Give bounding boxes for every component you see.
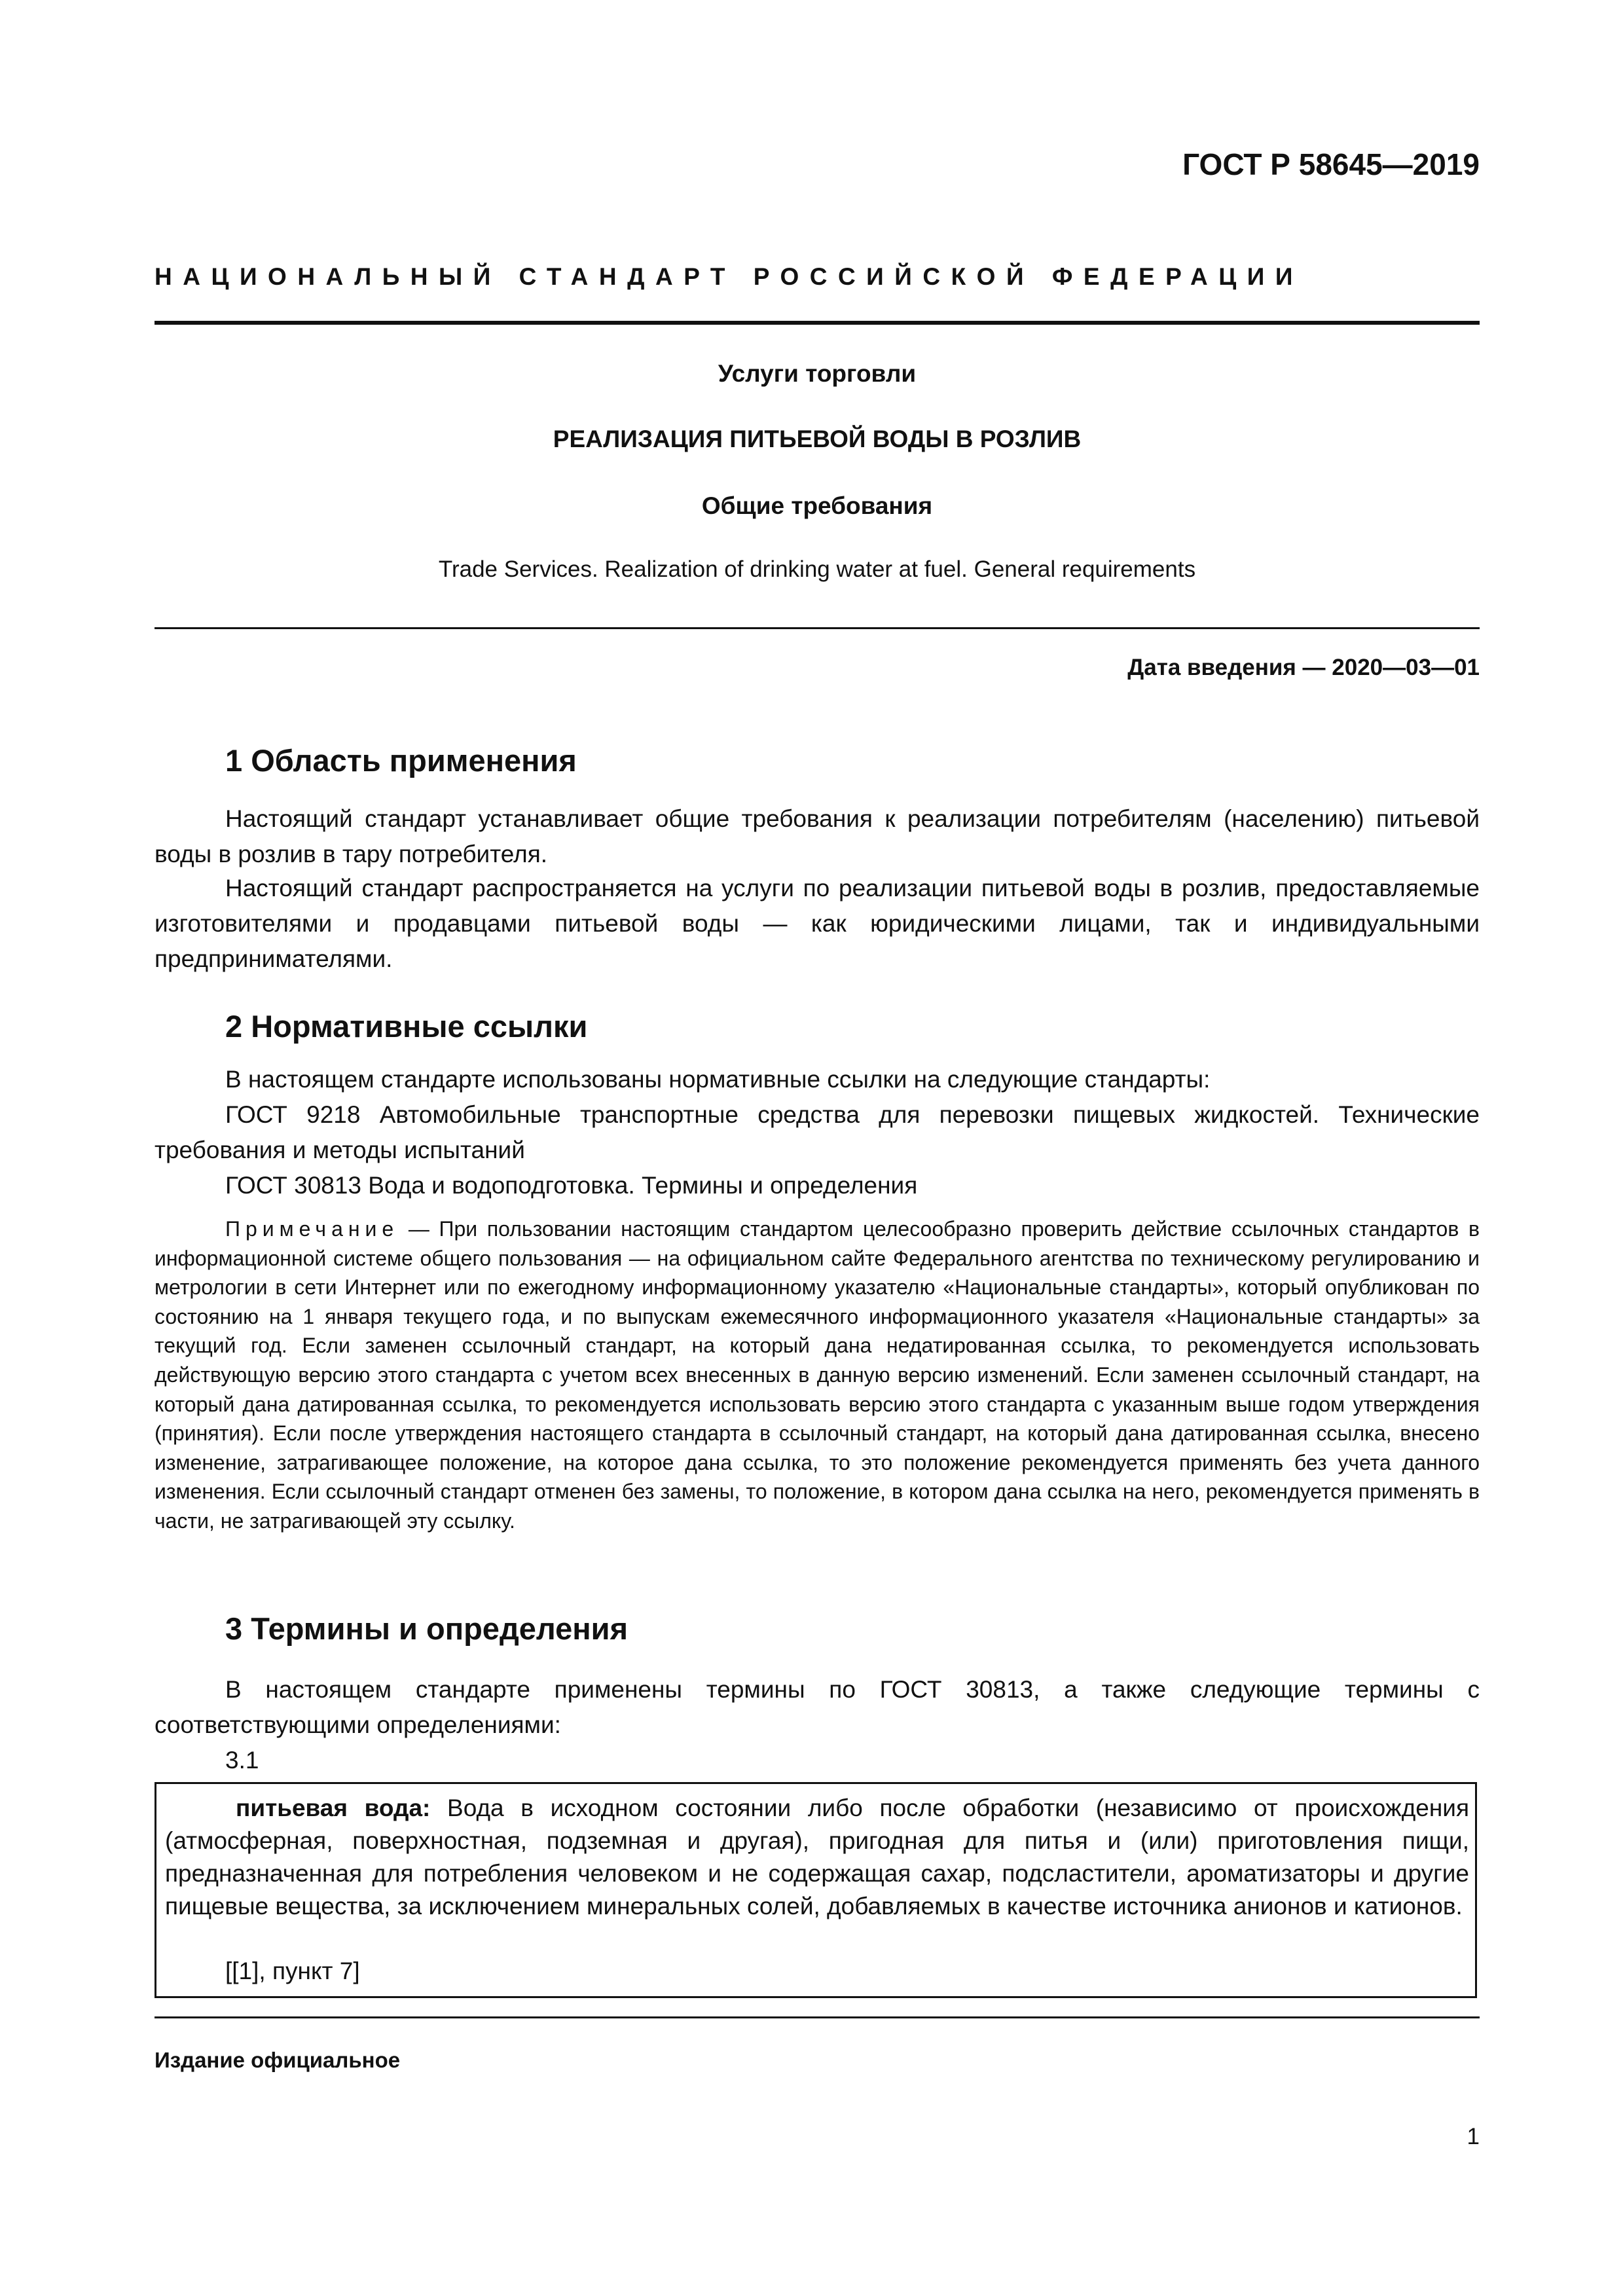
document-code: ГОСТ Р 58645—2019 [1182,147,1480,181]
term-definition-text: Вода в исходном состоянии либо после обработки (независимо от происхождения (атмосферная, поверхностная, подземная и другая), пригодная для питья и (или) приготовления пищи, предназначенная для потребления человеком и не содержащая сахар, подсластители, ароматизаторы и другие пищевые вещества, за исключением минеральных солей, добавляемых в качестве источника анионов и катионов. [165,1795,1469,1920]
footer-divider [155,2016,1480,2018]
title-english: Trade Services. Realization of drinking water at fuel. General requirements [438,556,1196,582]
reference-note [155,1214,1480,1536]
note-label: Примечание [225,1217,399,1241]
title-divider [155,627,1480,629]
term-source: [[1], пункт 7] [225,1958,360,1984]
reference-item: ГОСТ 9218 Автомобильные транспортные средства для перевозки пищевых жидкостей. Технические требования и методы испытаний [155,1101,1480,1163]
reference-item: ГОСТ 30813 Вода и водоподготовка. Термины и определения [225,1172,918,1199]
section-3-intro: В настоящем стандарте применены термины по ГОСТ 30813, а также следующие термины с соответствующими определениями: [155,1676,1480,1738]
section-1-paragraph: Настоящий стандарт распространяется на услуги по реализации питьевой воды в розлив, предоставляемые изготовителями и продавцами питьевой воды — как юридическими лицами, так и индивидуальными предпринимателями. [155,875,1480,972]
section-2-heading: 2 Нормативные ссылки [225,1009,588,1044]
note-text: — При пользовании настоящим стандартом целесообразно проверить действие ссылочных стандартов в информационной системе общего пользования — на официальном сайте Федерального агентства по техническому регулированию и метрологии в сети Интернет или по ежегодному информационному указателю «Национальные стандарты», который опубликован по состоянию на 1 января текущего года, и по выпускам ежемесячного информационного указателя «Национальные стандарты» за текущий год. Если заменен ссылочный стандарт, на который дана недатированная ссылка, то рекомендуется использовать действующую версию этого стандарта с учетом всех внесенных в данную версию изменений. Если заменен ссылочный стандарт, на который дана датированная ссылка, то рекомендуется использовать версию этого стандарта с указанным выше годом утверждения (принятия). Если после утверждения настоящего стандарта в ссылочный стандарт, на который дана датированная ссылка, внесено изменение, затрагивающее положение, на которое дана ссылка, то это положение рекомендуется применять без учета данного изменения. Если ссылочный стандарт отменен без замены, то положение, в котором дана ссылка на него, рекомендуется применять в части, не затрагивающей эту ссылку. [155,1217,1480,1533]
edition-label: Издание официальное [155,2048,401,2072]
term-item-number: 3.1 [225,1747,259,1774]
introduction-date: Дата введения — 2020—03—01 [1127,655,1480,680]
title-main: РЕАЛИЗАЦИЯ ПИТЬЕВОЙ ВОДЫ В РОЗЛИВ [553,426,1082,452]
title-subtitle: Общие требования [701,492,933,519]
section-1-paragraph: Настоящий стандарт устанавливает общие требования к реализации потребителям (населению) питьевой воды в розлив в тару потребителя. [155,805,1480,867]
section-3-heading: 3 Термины и определения [225,1611,628,1646]
section-1-heading: 1 Область применения [225,743,577,778]
national-standard-banner: НАЦИОНАЛЬНЫЙ СТАНДАРТ РОССИЙСКОЙ ФЕДЕРАЦИИ [155,263,1304,290]
term-name: питьевая вода: [236,1795,431,1821]
page-number: 1 [1467,2124,1480,2149]
term-definition [155,1792,1480,1923]
section-2-intro: В настоящем стандарте использованы нормативные ссылки на следующие стандарты: [225,1066,1211,1093]
top-divider [155,321,1480,325]
title-group: Услуги торговли [718,360,917,387]
